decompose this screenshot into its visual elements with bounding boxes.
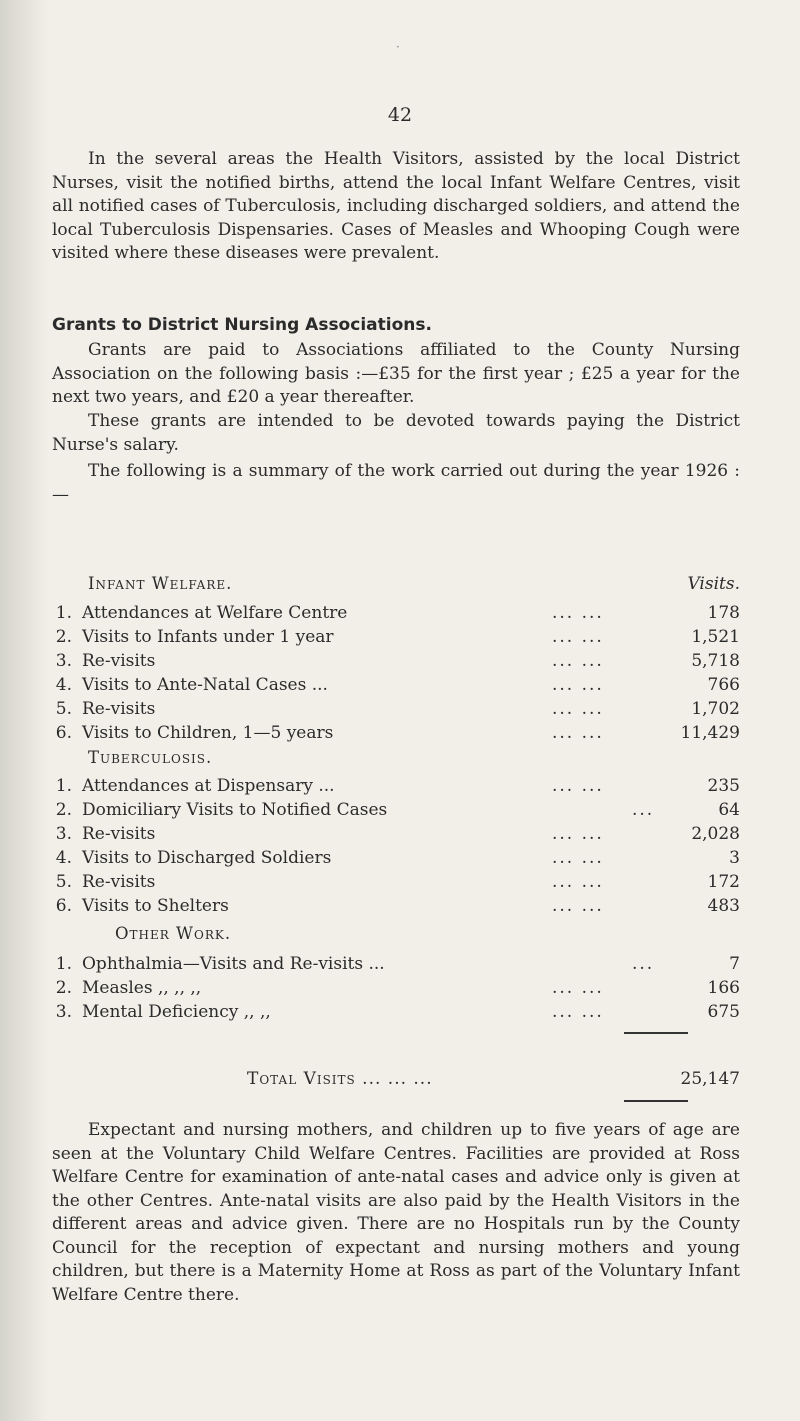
table-row: [52, 952, 740, 976]
row-label: Measles ,, ,, ,,: [82, 978, 202, 998]
row-label: Visits to Discharged Soldiers: [82, 848, 332, 868]
grants-paragraph-2: These grants are intended to be devoted towards paying the District Nurse's salary.: [52, 411, 740, 455]
grants-paragraph-1: Grants are paid to Associations affiliated to the County Nursing Association on the following basis :—£35 for the first year ; £25 a year for the next two years, and £20 a year thereafter.: [52, 340, 740, 407]
total-value: 25,147: [680, 1069, 740, 1089]
row-leader-dots: ...: [632, 800, 655, 820]
scan-speck: ·: [396, 40, 400, 54]
row-number: 5.: [55, 872, 72, 892]
row-number: 3.: [55, 824, 72, 844]
row-label: Re-visits: [82, 651, 156, 671]
table-row: [52, 721, 740, 745]
row-value: 166: [707, 978, 740, 998]
row-leader-dots: ... ...: [552, 776, 604, 796]
total-label: Total Visits ... ... ...: [247, 1069, 433, 1089]
row-number: 1.: [55, 603, 72, 623]
row-label: Re-visits: [82, 699, 156, 719]
row-label: Re-visits: [82, 872, 156, 892]
row-number: 3.: [55, 651, 72, 671]
total-rule-top: [624, 1032, 688, 1034]
row-value: 766: [707, 675, 740, 695]
table-row: [52, 894, 740, 918]
row-label: Ophthalmia—Visits and Re-visits ...: [82, 954, 385, 974]
table-row: [52, 1000, 740, 1024]
row-value: 1,702: [691, 699, 740, 719]
section-title-tuberculosis: Tuberculosis.: [88, 748, 213, 767]
row-number: 2.: [55, 800, 72, 820]
row-label: Attendances at Welfare Centre: [82, 603, 348, 623]
total-rule-bottom: [624, 1100, 688, 1102]
row-number: 4.: [55, 675, 72, 695]
row-value: 483: [707, 896, 740, 916]
row-value: 11,429: [680, 723, 740, 743]
row-value: 5,718: [691, 651, 740, 671]
row-number: 2.: [55, 978, 72, 998]
section-title-infant-welfare: Infant Welfare.: [88, 574, 233, 593]
page-number: 42: [387, 104, 413, 126]
table-row: [52, 774, 740, 798]
row-value: 3: [729, 848, 740, 868]
scan-edge-shadow: [0, 0, 48, 1421]
table-row: [52, 625, 740, 649]
row-label: Visits to Infants under 1 year: [82, 627, 334, 647]
row-leader-dots: ... ...: [552, 699, 604, 719]
table-row: [52, 697, 740, 721]
row-number: 5.: [55, 699, 72, 719]
row-value: 7: [729, 954, 740, 974]
row-label: Domiciliary Visits to Notified Cases: [82, 800, 388, 820]
row-number: 4.: [55, 848, 72, 868]
row-leader-dots: ... ...: [552, 824, 604, 844]
grants-heading: Grants to District Nursing Associations.: [52, 315, 432, 335]
row-label: Attendances at Dispensary ...: [82, 776, 335, 796]
row-number: 3.: [55, 1002, 72, 1022]
row-leader-dots: ...: [632, 954, 655, 974]
table-row: [52, 870, 740, 894]
section-title-other-work: Other Work.: [115, 924, 232, 943]
row-value: 235: [707, 776, 740, 796]
row-number: 1.: [55, 954, 72, 974]
row-leader-dots: ... ...: [552, 675, 604, 695]
table-row: [52, 976, 740, 1000]
row-leader-dots: ... ...: [552, 872, 604, 892]
table-row: [52, 601, 740, 625]
row-leader-dots: ... ...: [552, 723, 604, 743]
table-row: [52, 673, 740, 697]
row-leader-dots: ... ...: [552, 651, 604, 671]
summary-intro: The following is a summary of the work carried out during the year 1926 :—: [52, 461, 740, 505]
row-number: 2.: [55, 627, 72, 647]
row-value: 675: [707, 1002, 740, 1022]
row-number: 1.: [55, 776, 72, 796]
table-row: [52, 822, 740, 846]
row-label: Visits to Shelters: [82, 896, 229, 916]
table-row: [52, 649, 740, 673]
table-row: [52, 846, 740, 870]
row-label: Mental Deficiency ,, ,,: [82, 1002, 271, 1022]
row-value: 1,521: [691, 627, 740, 647]
row-value: 64: [718, 800, 740, 820]
row-label: Re-visits: [82, 824, 156, 844]
row-leader-dots: ... ...: [552, 978, 604, 998]
closing-paragraph: Expectant and nursing mothers, and children up to five years of age are seen at the Voluntary Child Welfare Centres. Facilities are provided at Ross Welfare Centre for examination of ante-natal cases and advice only is given at the other Centres. Ante-natal visits are also paid by the Health Visitors in the different areas and advice given. There are no Hospitals run by the County Council for the reception of expectant and nursing mothers and young children, but there is a Maternity Home at Ross as part of the Voluntary Infant Welfare Centre there.: [52, 1120, 740, 1305]
row-label: Visits to Ante-Natal Cases ...: [82, 675, 328, 695]
visits-column-header: Visits.: [687, 574, 740, 594]
row-value: 172: [707, 872, 740, 892]
intro-paragraph: In the several areas the Health Visitors, assisted by the local District Nurses, visit the notified births, attend the local Infant Welfare Centres, visit all notified cases of Tuberculosis, including discharged soldiers, and attend the local Tuberculosis Dispensaries. Cases of Measles and Whooping Cough were visited where these diseases were prevalent.: [52, 149, 740, 263]
row-leader-dots: ... ...: [552, 896, 604, 916]
row-number: 6.: [55, 896, 72, 916]
row-label: Visits to Children, 1—5 years: [82, 723, 334, 743]
row-value: 2,028: [691, 824, 740, 844]
row-number: 6.: [55, 723, 72, 743]
row-leader-dots: ... ...: [552, 1002, 604, 1022]
row-leader-dots: ... ...: [552, 627, 604, 647]
row-leader-dots: ... ...: [552, 603, 604, 623]
row-leader-dots: ... ...: [552, 848, 604, 868]
table-row: [52, 798, 740, 822]
total-row: [52, 1066, 740, 1092]
row-value: 178: [707, 603, 740, 623]
